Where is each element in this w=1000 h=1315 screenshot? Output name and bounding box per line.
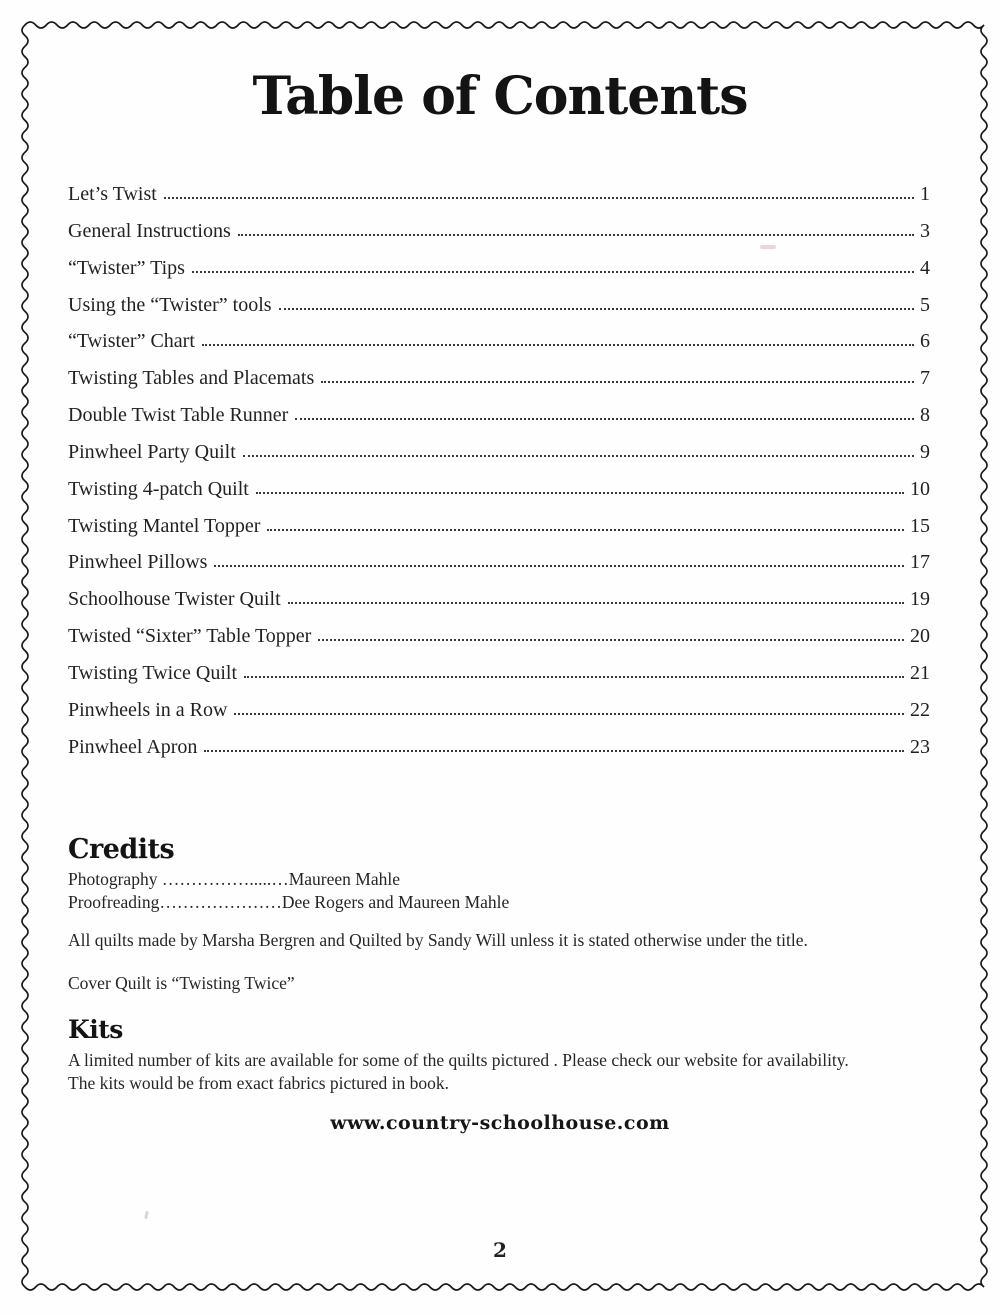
dot-leader: [204, 750, 904, 752]
dot-leader: [192, 271, 914, 273]
credit-role: Proofreading: [68, 891, 160, 912]
credit-role: Photography: [68, 869, 162, 889]
dot-leader: [164, 197, 914, 199]
credit-line-photography: [68, 868, 768, 891]
toc-entry-page: 21: [910, 661, 930, 684]
page-title: Table of Contents: [252, 66, 748, 127]
toc-entry-label: Using the “Twister” tools: [68, 293, 272, 316]
toc-entry-label: General Instructions: [68, 219, 231, 242]
toc-entry: [68, 662, 930, 699]
toc-entry-label: Pinwheel Apron: [68, 735, 198, 758]
credits-section: [68, 834, 768, 913]
toc-entry-label: Schoolhouse Twister Quilt: [68, 588, 281, 611]
toc-entry: [68, 625, 930, 662]
dot-leader: [244, 676, 904, 678]
toc-entry-page: 6: [920, 330, 930, 353]
toc-entry: [68, 404, 930, 441]
toc-entry-page: 7: [920, 367, 930, 390]
toc-entry: [68, 183, 930, 220]
dot-leader: [256, 492, 904, 494]
toc-entry-label: “Twister” Tips: [68, 256, 185, 279]
dot-leader: [279, 308, 914, 310]
website-url: www.country-schoolhouse.com: [330, 1112, 670, 1134]
toc-list: [68, 183, 930, 773]
credit-value: Dee Rogers and Maureen Mahle: [281, 891, 510, 912]
toc-entry-label: Double Twist Table Runner: [68, 404, 289, 427]
toc-entry-page: 22: [910, 698, 930, 721]
toc-entry: [68, 441, 930, 478]
dot-leader: [288, 602, 904, 604]
toc-entry: [68, 257, 930, 294]
kits-heading: Kits: [68, 1015, 123, 1044]
credit-dots: …………….....…: [161, 869, 289, 889]
toc-entry-page: 8: [920, 404, 930, 427]
dot-leader: [267, 529, 904, 531]
toc-entry-page: 3: [920, 219, 930, 242]
toc-entry-label: Let’s Twist: [68, 183, 157, 205]
toc-entry: [68, 588, 930, 625]
toc-entry-page: 9: [920, 440, 930, 463]
page-number: 2: [493, 1238, 507, 1262]
credits-heading: Credits: [68, 834, 175, 865]
toc-entry: [68, 478, 930, 515]
toc-entry-page: 1: [920, 183, 930, 205]
dot-leader: [321, 381, 914, 383]
credit-value: Maureen Mahle: [288, 869, 400, 889]
scan-artifact-pink-mark: [760, 245, 776, 249]
toc-entry: [68, 220, 930, 257]
quilts-made-by-note: All quilts made by Marsha Bergren and Quilted by Sandy Will unless it is stated otherwise under the title.: [68, 930, 808, 950]
toc-entry-page: 10: [910, 477, 930, 500]
toc-entry: [68, 515, 930, 552]
toc-entry-page: 4: [920, 256, 930, 279]
toc-entry-label: Twisting Twice Quilt: [68, 661, 238, 684]
toc-entry-page: 15: [910, 514, 930, 537]
scan-artifact-speck: [144, 1211, 149, 1219]
dot-leader: [318, 639, 904, 641]
toc-entry-label: “Twister” Chart: [68, 330, 195, 353]
dot-leader: [238, 234, 914, 236]
dot-leader: [214, 565, 904, 567]
toc-entry-page: 19: [910, 588, 930, 611]
toc-entry-label: Pinwheel Pillows: [68, 551, 208, 574]
toc-entry: [68, 294, 930, 331]
toc-entry-label: Twisting Tables and Placemats: [68, 367, 315, 390]
toc-entry-page: 23: [910, 735, 930, 758]
kits-text-line2: The kits would be from exact fabrics pictured in book.: [68, 1072, 450, 1093]
toc-entry-label: Twisting 4-patch Quilt: [68, 477, 249, 500]
kits-section: [68, 1015, 948, 1094]
toc-entry-page: 17: [910, 551, 930, 574]
cover-quilt-note: Cover Quilt is “Twisting Twice”: [68, 973, 295, 993]
toc-entry-label: Pinwheel Party Quilt: [68, 440, 236, 463]
toc-entry-page: 20: [910, 625, 930, 648]
toc-entry: [68, 330, 930, 367]
toc-entry-label: Twisting Mantel Topper: [68, 514, 261, 537]
toc-entry: [68, 736, 930, 773]
toc-entry: [68, 551, 930, 588]
kits-text-line1: A limited number of kits are available for some of the quilts pictured . Please check our website for availability.: [68, 1050, 849, 1070]
toc-entry: [68, 699, 930, 736]
dot-leader: [295, 418, 914, 420]
toc-entry-page: 5: [920, 293, 930, 316]
credit-line-proofreading: [68, 891, 768, 914]
toc-entry-label: Twisted “Sixter” Table Topper: [68, 625, 312, 648]
dot-leader: [202, 344, 914, 346]
credit-dots: …………………: [159, 891, 282, 912]
toc-entry: [68, 367, 930, 404]
dot-leader: [243, 455, 914, 457]
toc-entry-label: Pinwheels in a Row: [68, 698, 228, 721]
dot-leader: [234, 713, 904, 715]
